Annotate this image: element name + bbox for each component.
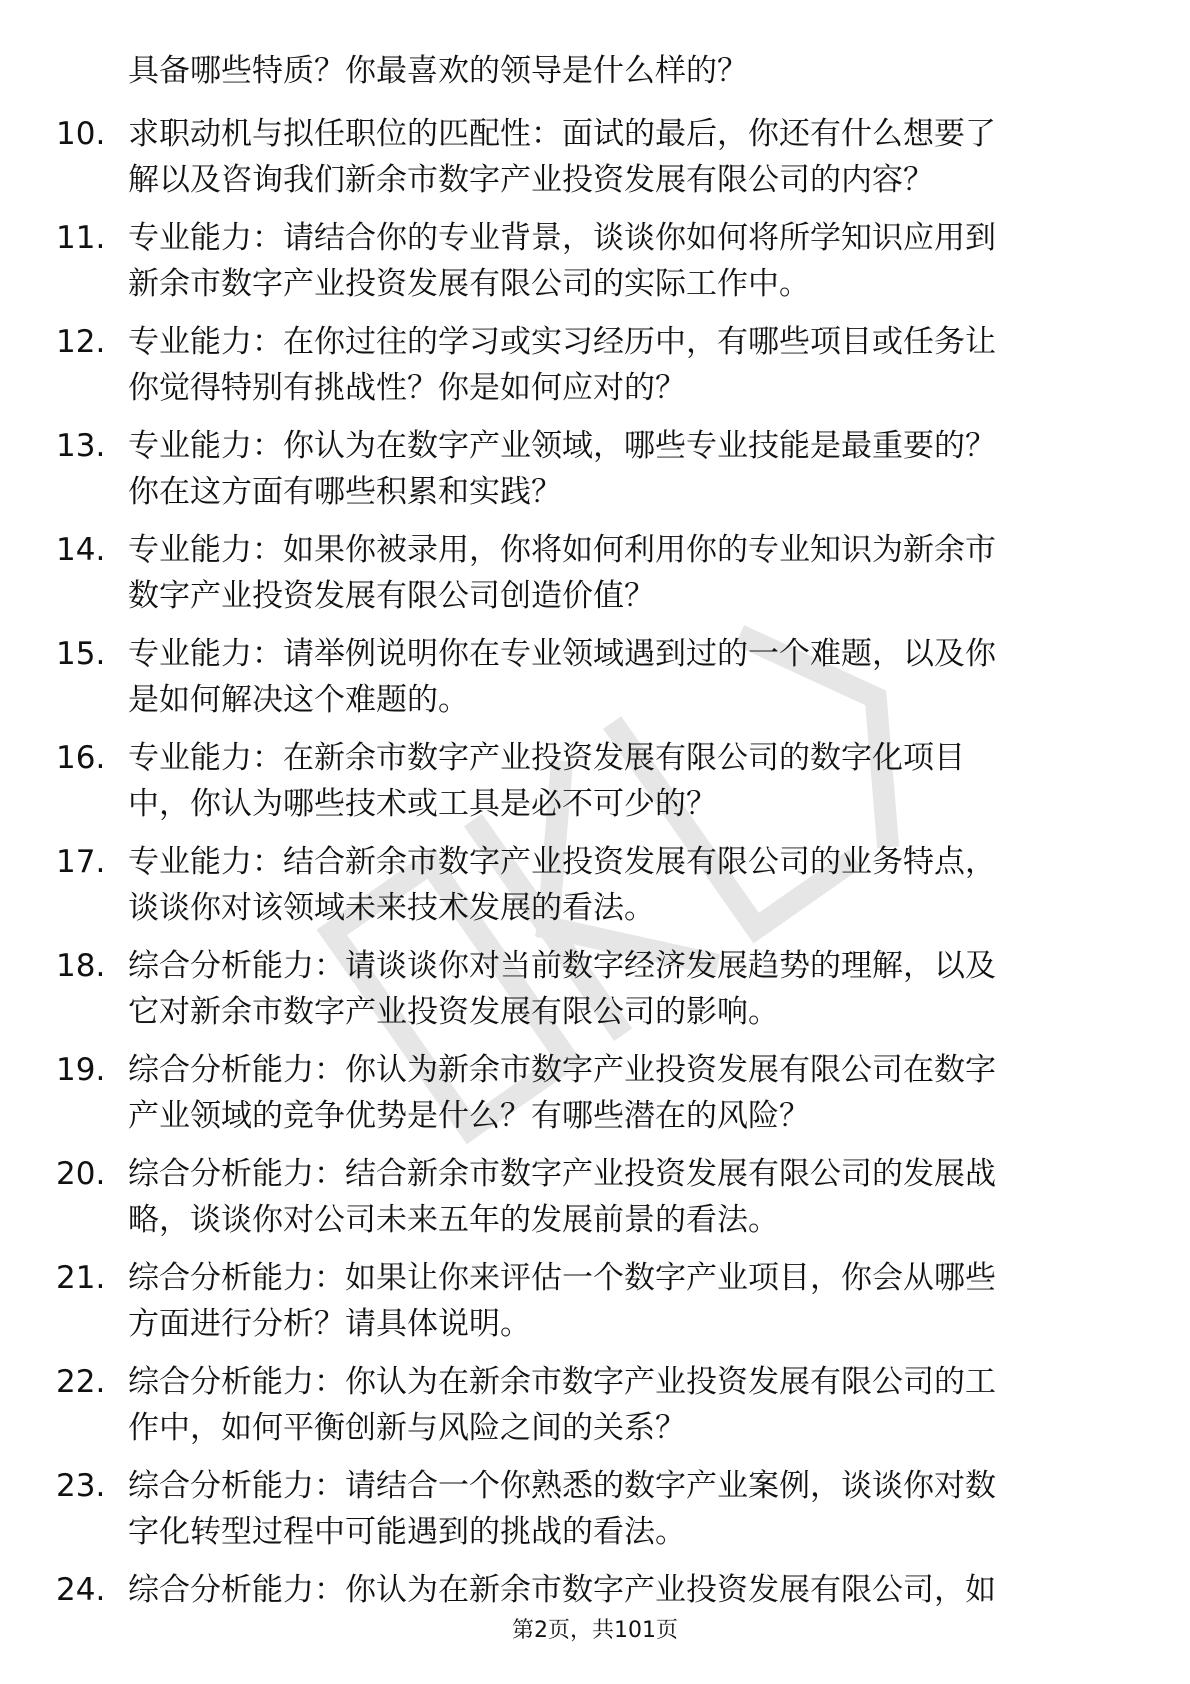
question-number: 18. <box>56 948 106 984</box>
question-text <box>128 215 1128 307</box>
question-text <box>128 943 1128 1035</box>
question-line: 略，谈谈你对公司未来五年的发展前景的看法。 <box>128 1202 779 1238</box>
question-text <box>128 1359 1128 1451</box>
question-line: 专业能力：如果你被录用，你将如何利用你的专业知识为新余市 <box>128 532 996 568</box>
page-number-footer: 第2页，共101页 <box>512 1618 678 1643</box>
question-item <box>0 839 1190 943</box>
question-line: 你在这方面有哪些积累和实践？ <box>128 474 562 510</box>
question-number: 15. <box>56 636 106 672</box>
question-number: 21. <box>56 1260 106 1296</box>
question-line: 专业能力：在你过往的学习或实习经历中，有哪些项目或任务让 <box>128 324 996 360</box>
question-text <box>128 1463 1128 1555</box>
question-number: 24. <box>56 1572 106 1608</box>
question-line: 产业领域的竞争优势是什么？有哪些潜在的风险？ <box>128 1098 810 1134</box>
question-line: 作中，如何平衡创新与风险之间的关系？ <box>128 1410 686 1446</box>
question-line: 新余市数字产业投资发展有限公司的实际工作中。 <box>128 266 810 302</box>
question-item <box>0 631 1190 735</box>
question-number: 19. <box>56 1052 106 1088</box>
question-line: 求职动机与拟任职位的匹配性：面试的最后，你还有什么想要了 <box>128 116 996 152</box>
question-number: 14. <box>56 532 106 568</box>
question-line: 综合分析能力：请谈谈你对当前数字经济发展趋势的理解，以及 <box>128 948 996 984</box>
question-text <box>128 631 1128 723</box>
question-item <box>0 319 1190 423</box>
question-number: 13. <box>56 428 106 464</box>
question-line: 专业能力：你认为在数字产业领域，哪些专业技能是最重要的？ <box>128 428 996 464</box>
question-line: 谈谈你对该领域未来技术发展的看法。 <box>128 890 655 926</box>
question-line: 它对新余市数字产业投资发展有限公司的影响。 <box>128 994 779 1030</box>
question-line: 专业能力：结合新余市数字产业投资发展有限公司的业务特点， <box>128 844 996 880</box>
question-text <box>128 423 1128 515</box>
question-number: 22. <box>56 1364 106 1400</box>
question-item <box>0 1463 1190 1567</box>
question-number: 10. <box>56 116 106 152</box>
question-line: 综合分析能力：你认为在新余市数字产业投资发展有限公司，如 <box>128 1572 996 1608</box>
question-line: 解以及咨询我们新余市数字产业投资发展有限公司的内容？ <box>128 162 934 198</box>
question-number: 20. <box>56 1156 106 1192</box>
question-item <box>0 527 1190 631</box>
question-number: 17. <box>56 844 106 880</box>
question-line: 数字产业投资发展有限公司创造价值？ <box>128 578 655 614</box>
question-item <box>0 215 1190 319</box>
question-number: 11. <box>56 220 106 256</box>
question-line: 综合分析能力：结合新余市数字产业投资发展有限公司的发展战 <box>128 1156 996 1192</box>
question-line: 专业能力：在新余市数字产业投资发展有限公司的数字化项目 <box>128 740 965 776</box>
question-line: 综合分析能力：如果让你来评估一个数字产业项目，你会从哪些 <box>128 1260 996 1296</box>
question-text <box>128 735 1128 827</box>
question-text <box>128 1567 1128 1613</box>
question-item <box>0 1359 1190 1463</box>
question-item <box>0 1151 1190 1255</box>
question-number: 23. <box>56 1468 106 1504</box>
question-text <box>128 319 1128 411</box>
question-text <box>128 111 1128 203</box>
question-line: 字化转型过程中可能遇到的挑战的看法。 <box>128 1514 686 1550</box>
question-text <box>128 1255 1128 1347</box>
question-line: 是如何解决这个难题的。 <box>128 682 469 718</box>
question-line: 专业能力：请举例说明你在专业领域遇到过的一个难题，以及你 <box>128 636 996 672</box>
question-item <box>0 943 1190 1047</box>
question-item <box>0 111 1190 215</box>
question-text <box>128 1151 1128 1243</box>
question-line: 综合分析能力：你认为在新余市数字产业投资发展有限公司的工 <box>128 1364 996 1400</box>
question-item <box>0 735 1190 839</box>
continued-question-text: 具备哪些特质？你最喜欢的领导是什么样的？ <box>128 53 748 89</box>
question-number: 16. <box>56 740 106 776</box>
question-text <box>128 527 1128 619</box>
question-text <box>128 839 1128 931</box>
question-line: 专业能力：请结合你的专业背景，谈谈你如何将所学知识应用到 <box>128 220 996 256</box>
question-list <box>0 111 1190 1671</box>
question-text <box>128 1047 1128 1139</box>
question-line: 你觉得特别有挑战性？你是如何应对的？ <box>128 370 686 406</box>
question-line: 方面进行分析？请具体说明。 <box>128 1306 531 1342</box>
question-line: 综合分析能力：你认为新余市数字产业投资发展有限公司在数字 <box>128 1052 996 1088</box>
question-item <box>0 1255 1190 1359</box>
question-item <box>0 1047 1190 1151</box>
question-number: 12. <box>56 324 106 360</box>
question-line: 中，你认为哪些技术或工具是必不可少的？ <box>128 786 717 822</box>
question-item <box>0 423 1190 527</box>
question-line: 综合分析能力：请结合一个你熟悉的数字产业案例，谈谈你对数 <box>128 1468 996 1504</box>
